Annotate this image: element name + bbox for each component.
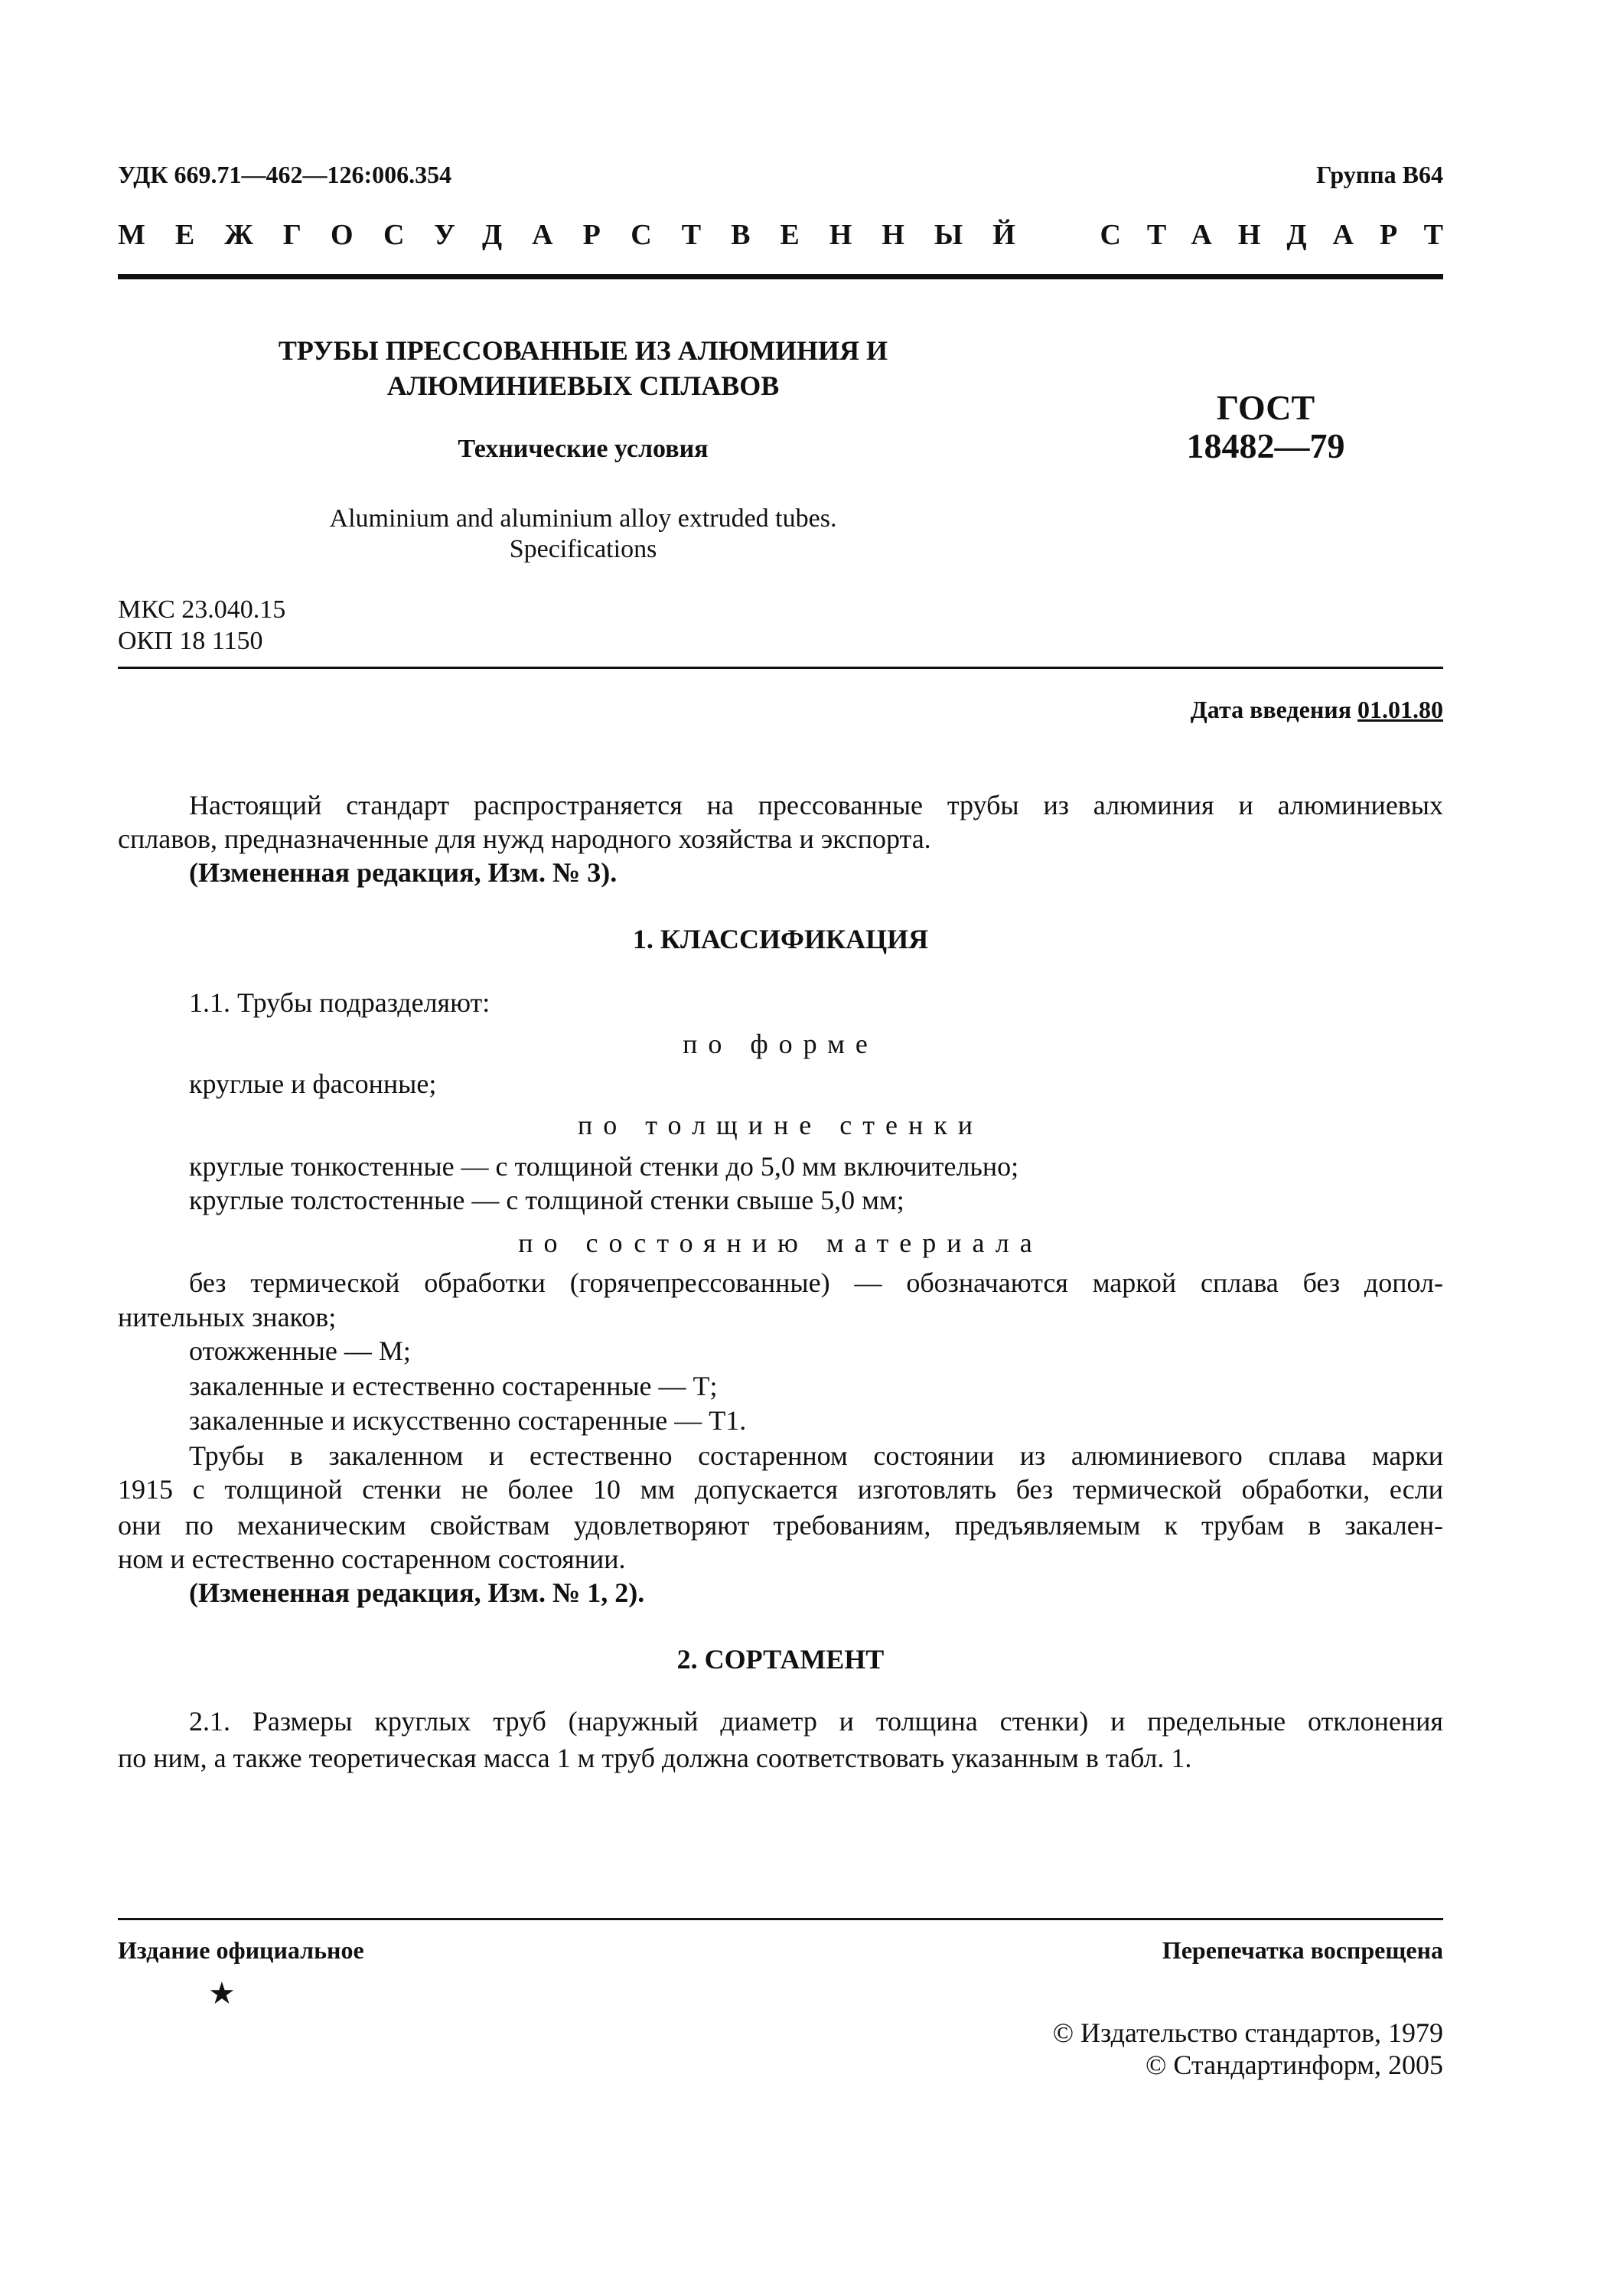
body-line: сплавов, предназначенные для нужд народного хозяйства и экспорта. — [118, 823, 931, 854]
body-line: круглые тонкостенные — с толщиной стенки до 5,0 мм включительно; — [189, 1151, 1019, 1182]
amendment-note: (Измененная редакция, Изм. № 1, 2). — [189, 1577, 645, 1608]
udk-code: УДК 669.71—462—126:006.354 — [118, 161, 452, 188]
body-line: отожженные — М; — [189, 1336, 411, 1366]
header-rule — [118, 274, 1443, 279]
copyright-1: © Издательство стандартов, 1979 — [1052, 2017, 1443, 2048]
body-line: круглые и фасонные; — [189, 1068, 437, 1099]
okp-code: ОКП 18 1150 — [118, 627, 263, 655]
body-line: круглые толстостенные — с толщиной стенки свыше 5,0 мм; — [189, 1185, 904, 1215]
gost-label: ГОСТ — [1216, 388, 1315, 427]
subheading-by-wall: по толщине стенки — [578, 1110, 983, 1140]
subheading-by-shape: по форме — [683, 1029, 878, 1059]
body-line: закаленные и естественно состаренные — Т; — [189, 1371, 718, 1401]
english-title-line-1: Aluminium and aluminium alloy extruded tubes. — [329, 504, 837, 533]
title-line-1: ТРУБЫ ПРЕССОВАННЫЕ ИЗ АЛЮМИНИЯ И — [278, 335, 888, 366]
subheading-by-state: по состоянию материала — [518, 1228, 1043, 1258]
mks-code: МКС 23.040.15 — [118, 595, 286, 624]
body-line: без термической обработки (горячепрессованные) — обозначаются маркой сплава без допол- — [189, 1267, 1443, 1298]
body-line: Настоящий стандарт распространяется на прессованные трубы из алюминия и алюминиевых — [189, 790, 1443, 820]
copyright-2: © Стандартинформ, 2005 — [1146, 2050, 1443, 2080]
body-line: они по механическим свойствам удовлетворяют требованиям, предъявляемым к трубам в закален- — [118, 1510, 1443, 1541]
introduction-date-value: 01.01.80 — [1357, 696, 1443, 723]
clause-2-1: 2.1. Размеры круглых труб (наружный диаметр и толщина стенки) и предельные отклонения — [189, 1706, 1443, 1737]
official-edition: Издание официальное — [118, 1936, 364, 1964]
clause-1-1: 1.1. Трубы подразделяют: — [189, 987, 490, 1018]
standard-heading-word1: МЕЖГОСУДАРСТВЕННЫЙ — [118, 219, 1045, 251]
subtitle: Технические условия — [458, 435, 709, 463]
body-line: Трубы в закаленном и естественно состаренном состоянии из алюминиевого сплава марки — [189, 1440, 1443, 1471]
introduction-date — [1191, 697, 1443, 722]
group-code: Группа В64 — [1316, 161, 1443, 188]
body-line: ном и естественно состаренном состоянии. — [118, 1544, 626, 1574]
english-title-line-2: Specifications — [509, 535, 657, 563]
body-line: закаленные и искусственно состаренные — Т1. — [189, 1405, 747, 1436]
section-heading-assortment: 2. СОРТАМЕНТ — [676, 1644, 885, 1675]
codes-rule — [118, 667, 1443, 669]
introduction-date-label: Дата введения — [1190, 696, 1357, 723]
reprint-prohibited: Перепечатка воспрещена — [1162, 1936, 1443, 1964]
gost-number: 18482—79 — [1186, 426, 1345, 465]
body-line: по ним, а также теоретическая масса 1 м труб должна соответствовать указанным в табл. 1. — [118, 1743, 1192, 1773]
star-icon: ★ — [208, 1976, 236, 2011]
body-line: нительных знаков; — [118, 1302, 337, 1332]
amendment-note: (Измененная редакция, Изм. № 3). — [189, 857, 618, 888]
title-line-2: АЛЮМИНИЕВЫХ СПЛАВОВ — [386, 370, 780, 401]
footer-rule — [118, 1918, 1443, 1920]
standard-heading-word2: СТАНДАРТ — [1100, 219, 1469, 251]
body-line: 1915 с толщиной стенки не более 10 мм допускается изготовлять без термической обработки, если — [118, 1474, 1443, 1505]
section-heading-classification: 1. КЛАССИФИКАЦИЯ — [632, 924, 929, 954]
